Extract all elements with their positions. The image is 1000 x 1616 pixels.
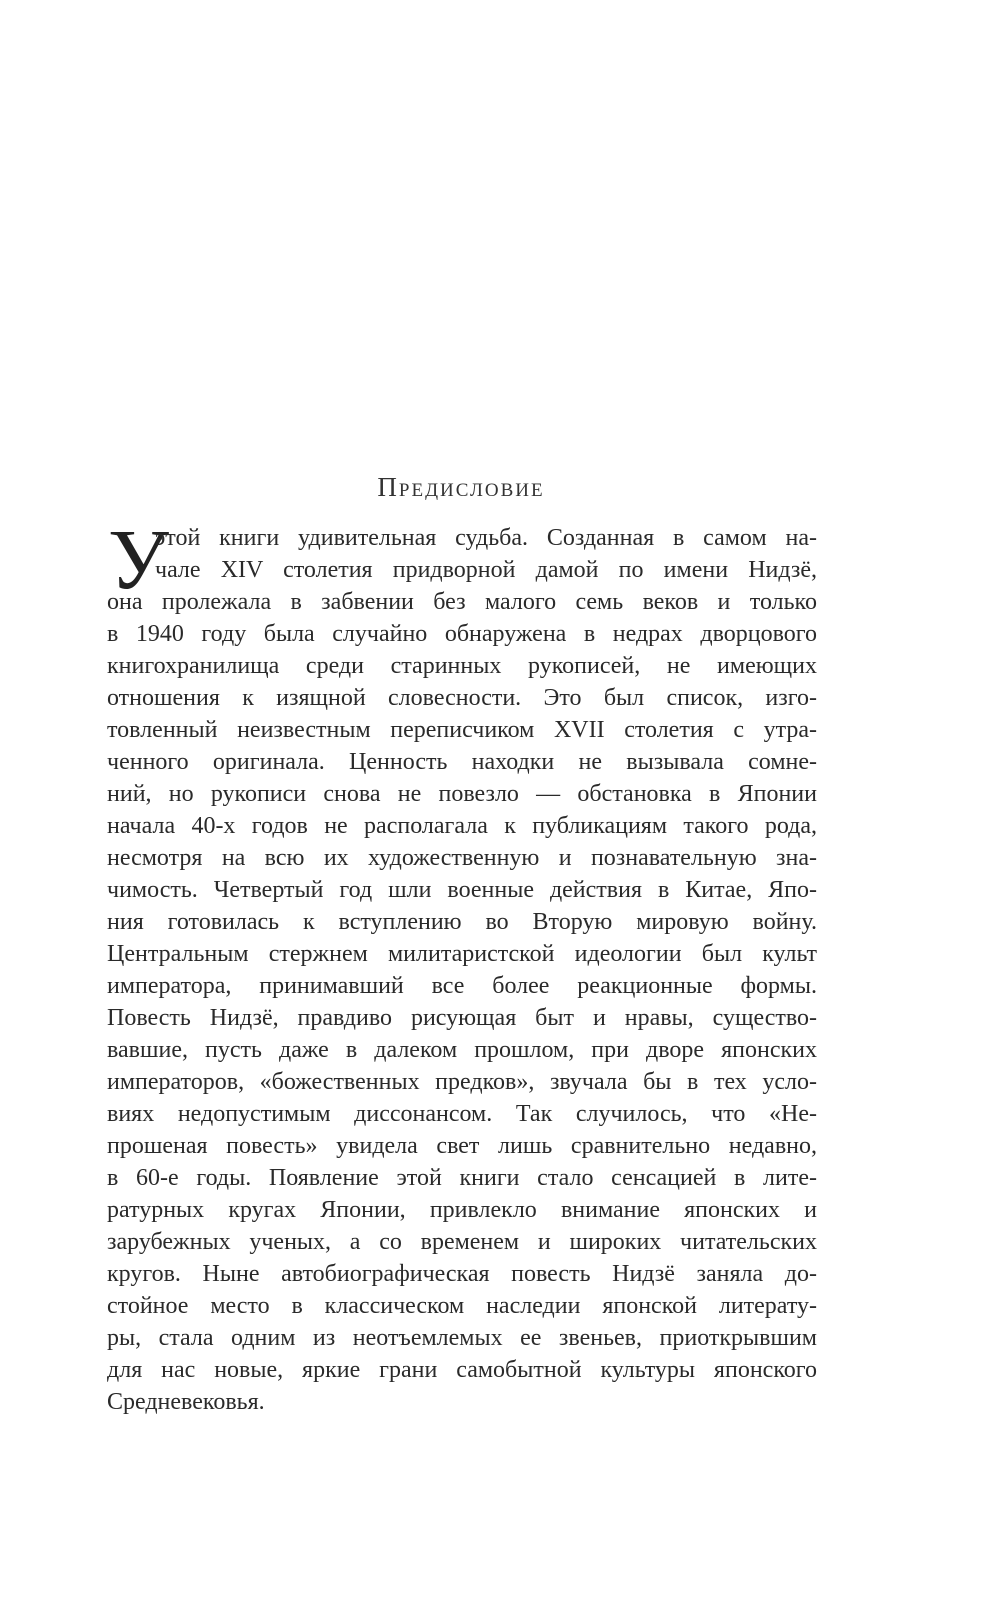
text-line: прошеная повесть» увидела свет лишь сравнительно недавно,: [107, 1133, 817, 1159]
body-text: [107, 511, 817, 1418]
text-line: чимость. Четвертый год шли военные действия в Китае, Япо-: [107, 877, 817, 903]
text-line: она пролежала в забвении без малого семь веков и только: [107, 589, 817, 615]
text-line: императоров, «божественных предков», звучала бы в тех усло-: [107, 1069, 817, 1095]
text-line: ния готовилась к вступлению во Вторую мировую войну.: [107, 909, 817, 935]
text-line: ратурных кругах Японии, привлекло внимание японских и: [107, 1197, 817, 1223]
text-line: книгохранилища среди старинных рукописей, не имеющих: [107, 653, 817, 679]
text-line: для нас новые, яркие грани самобытной культуры японского: [107, 1357, 817, 1383]
text-line: зарубежных ученых, а со временем и широких читательских: [107, 1229, 817, 1255]
text-line: чале XIV столетия придворной дамой по имени Нидзё,: [155, 557, 817, 583]
text-line: Центральным стержнем милитаристской идеологии был культ: [107, 941, 817, 967]
text-line: ченного оригинала. Ценность находки не вызывала сомне-: [107, 749, 817, 775]
text-line: в 1940 году была случайно обнаружена в недрах дворцового: [107, 621, 817, 647]
text-line: начала 40-х годов не располагала к публикациям такого рода,: [107, 813, 817, 839]
text-line: виях недопустимым диссонансом. Так случилось, что «Не-: [107, 1101, 817, 1127]
text-line: ры, стала одним из неотъемлемых ее звеньев, приоткрывшим: [107, 1325, 817, 1351]
text-line: несмотря на всю их художественную и познавательную зна-: [107, 845, 817, 871]
text-line: товленный неизвестным переписчиком XVII столетия с утра-: [107, 717, 817, 743]
drop-cap: У: [108, 511, 169, 607]
chapter-heading: Предисловие: [377, 472, 545, 502]
text-line: этой книги удивительная судьба. Созданная в самом на-: [155, 525, 817, 551]
text-line: стойное место в классическом наследии японской литерату-: [107, 1293, 817, 1319]
text-line: императора, принимавший все более реакционные формы.: [107, 973, 817, 999]
text-line: ний, но рукописи снова не повезло — обстановка в Японии: [107, 781, 817, 807]
text-line: вавшие, пусть даже в далеком прошлом, при дворе японских: [107, 1037, 817, 1063]
text-line: Повесть Нидзё, правдиво рисующая быт и нравы, существо-: [107, 1005, 817, 1031]
text-line: кругов. Ныне автобиографическая повесть Нидзё заняла до-: [107, 1261, 817, 1287]
text-line: в 60-е годы. Появление этой книги стало сенсацией в лите-: [107, 1165, 817, 1191]
text-line: отношения к изящной словесности. Это был список, изго-: [107, 685, 817, 711]
text-line: Средневековья.: [107, 1389, 265, 1415]
